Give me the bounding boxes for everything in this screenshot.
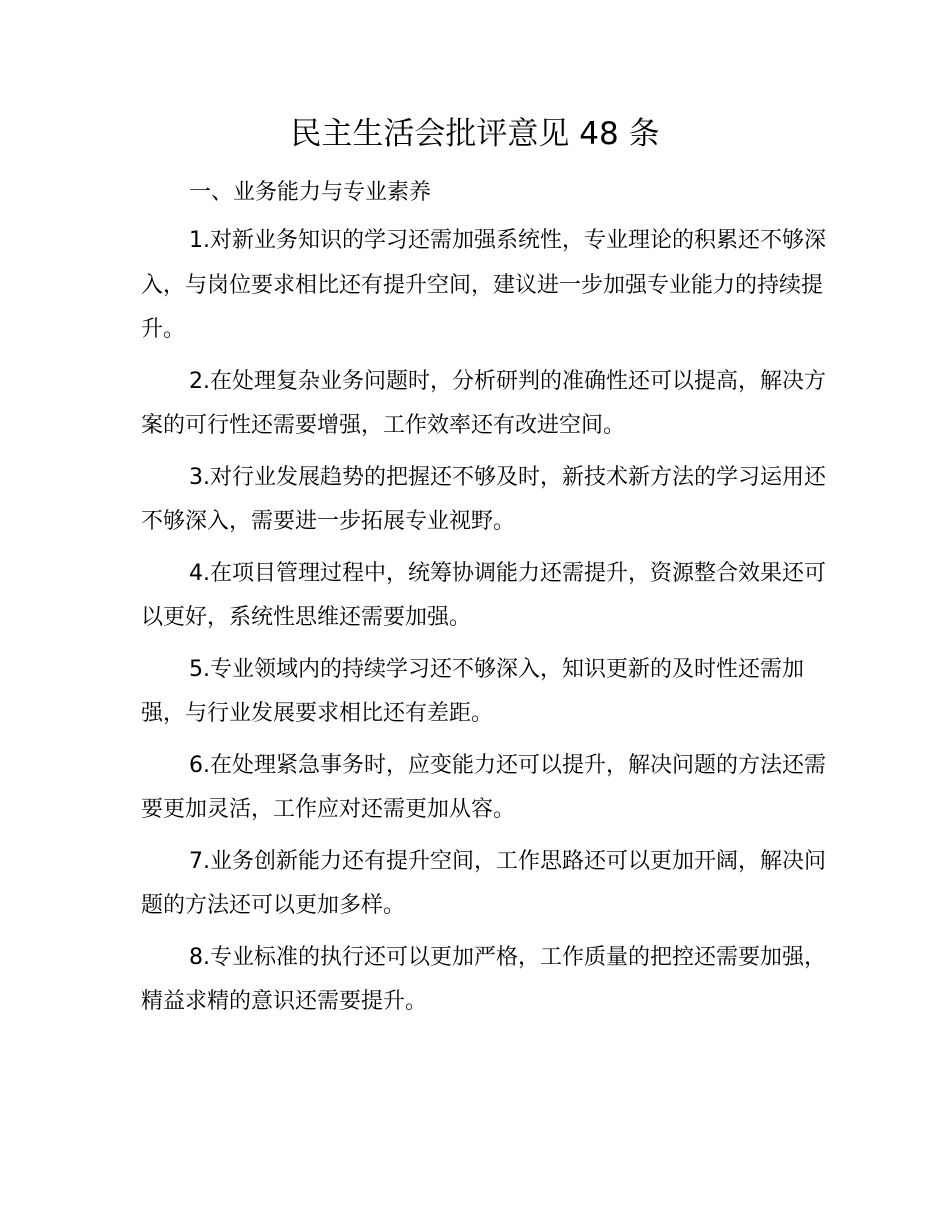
list-item-1: 1.对新业务知识的学习还需加强系统性，专业理论的积累还不够深入，与岗位要求相比还有提升空间，建议进一步加强专业能力的持续提升。	[141, 228, 826, 342]
list-item-7: 7.业务创新能力还有提升空间，工作思路还可以更加开阔，解决问题的方法还可以更加多样。	[141, 848, 826, 918]
list-item-5: 5.专业领域内的持续学习还不够深入，知识更新的及时性还需加强，与行业发展要求相比还有差距。	[141, 656, 804, 726]
list-item-3: 3.对行业发展趋势的把握还不够及时，新技术新方法的学习运用还不够深入，需要进一步拓展专业视野。	[141, 464, 826, 534]
document-body	[141, 170, 841, 1032]
section-heading: 一、业务能力与专业素养	[189, 180, 432, 205]
list-item-6: 6.在处理紧急事务时，应变能力还可以提升，解决问题的方法还需要更加灵活，工作应对还需更加从容。	[141, 752, 826, 822]
list-item-8: 8.专业标准的执行还可以更加严格，工作质量的把控还需要加强，精益求精的意识还需要提升。	[141, 944, 826, 1014]
document-title: 民主生活会批评意见 48 条	[290, 116, 660, 152]
list-item-4: 4.在项目管理过程中，统筹协调能力还需提升，资源整合效果还可以更好，系统性思维还需要加强。	[141, 560, 826, 630]
list-item-2: 2.在处理复杂业务问题时，分析研判的准确性还可以提高，解决方案的可行性还需要增强，工作效率还有改进空间。	[141, 368, 826, 438]
